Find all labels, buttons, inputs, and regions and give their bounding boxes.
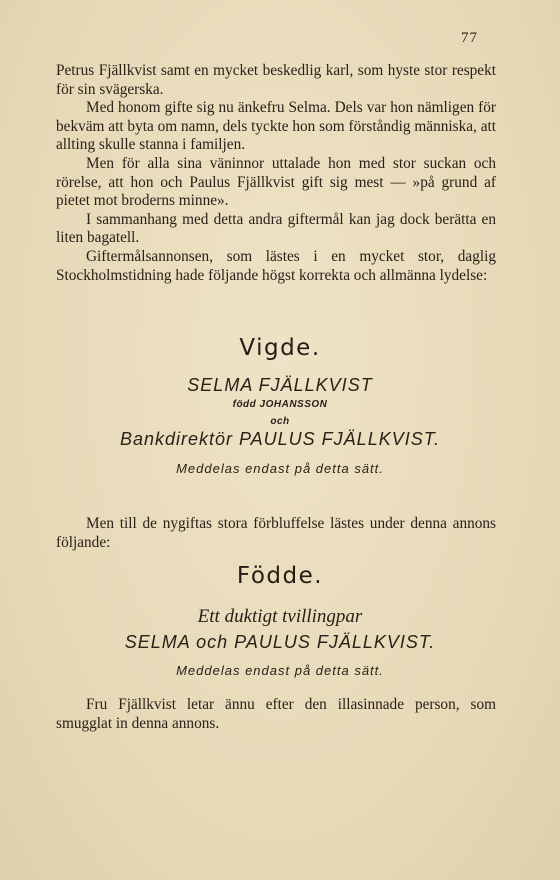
body-text-block [56, 62, 496, 285]
paragraph: Med honom gifte sig nu änkefru Selma. Dels var hon nämligen för bekväm att byta om namn, dels tyckte hon som förståndig människa, att allting skulle stanna i familjen. [56, 99, 496, 154]
paragraph: Men för alla sina väninnor uttalade hon med stor suckan och rörelse, att hon och Paulus Fjällkvist gift sig mest — »på grund af pietet mot broderns minne». [56, 154, 496, 210]
announcement-heading-vigde: Vigde. [239, 335, 321, 361]
paragraph: Men till de nygiftas stora förbluffelse lästes under denna annons följande: [56, 515, 496, 551]
paragraph: Fru Fjällkvist letar ännu efter den illasinnade person, som smugglat in denna annons. [56, 696, 496, 732]
announcement-parents-names: SELMA och PAULUS FJÄLLKVIST. [124, 632, 436, 652]
body-text-block [56, 515, 496, 552]
announcement-och: och [270, 416, 290, 427]
announcement-twins-line: Ett duktigt tvillingpar [197, 606, 363, 627]
announcement-notice: Meddelas endast på detta sätt. [176, 663, 384, 678]
announcement-groom-name: Bankdirektör PAULUS FJÄLLKVIST. [119, 429, 441, 449]
paragraph: Petrus Fjällkvist samt en mycket beskedlig karl, som hyste stor respekt för sin svägerska. [56, 62, 496, 98]
announcement-born-name: född JOHANSSON [232, 399, 328, 410]
announcement-heading-fodde: Födde. [236, 563, 324, 589]
body-text-block [56, 696, 496, 733]
announcement-notice: Meddelas endast på detta sätt. [176, 461, 384, 476]
announcement-bride-name: SELMA FJÄLLKVIST [187, 375, 373, 395]
paragraph: I sammanhang med detta andra giftermål kan jag dock berätta en liten bagatell. [56, 210, 496, 247]
page-number: 77 [461, 30, 478, 46]
paragraph: Giftermålsannonsen, som lästes i en mycket stor, daglig Stockholmstidning hade följande högst korrekta och allmänna lydelse: [56, 247, 496, 284]
